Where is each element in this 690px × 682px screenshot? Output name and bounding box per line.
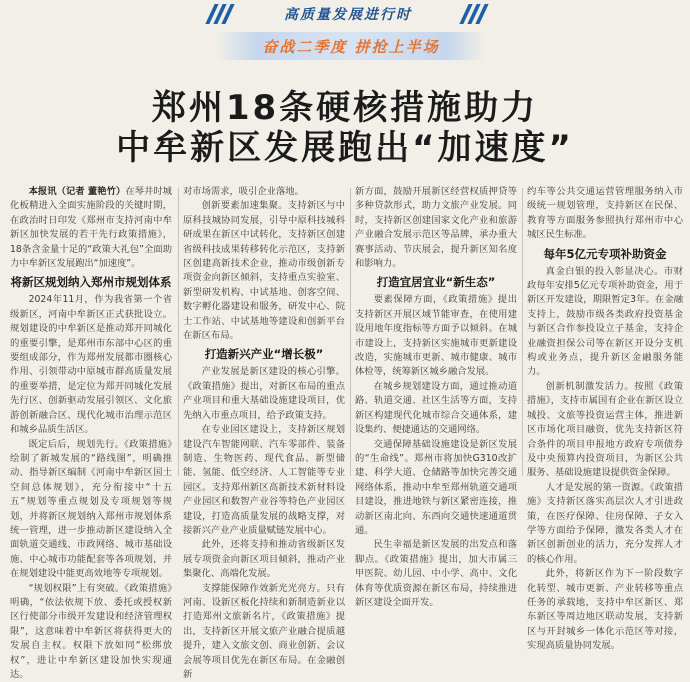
paragraph: 在城乡规划建设方面，通过推动道路、轨道交通、社区生活等方面，支持新区构建现代化城市综合交通体系，建设集约、便捷通达的交通网络。 — [355, 380, 517, 436]
paragraph: 产业发展是新区建设的核心引擎。《政策措施》提出，对新区布局的重点产业项目和重大基础设施建设项目，优先纳入市重点项目，给予政策支持。 — [183, 366, 345, 421]
article-column-2 — [183, 185, 345, 680]
paragraph: 2024年11月，作为我省第一个省级新区，河南中牟新区正式获批设立。规划建设的中牟新区是推动郑开同城化的重要引擎，是郑州市东部中心区的重要组成部分，作为郑州发展都市圈核心作用、引领带动中原城市群高质量发展的重要举措，是定位为郑开同城化发展先行区、创新驱动发展引领区、文化旅游创新融合区、现代化城市治理示范区和城乡品质生活区。 — [10, 294, 172, 436]
section-heading-livability: 打造宜居宜业“新生态” — [376, 275, 496, 290]
paragraph: 创新要素加速集聚。支持新区与中原科技城协同发展，引导中原科技城科研成果在新区中试转化，支持新区创建省级科技成果转移转化示范区，支持新区创建高新技术企业，推动市级创新专项资金向新区倾斜，支持重点实验室、新型研发机构、中试基地、创客空间、数字孵化器建设和服务，研发中心、院士工作站、中试基地等建设和创新平台在新区布局。 — [183, 200, 345, 342]
paragraph: 约车等公共交通运营管理服务纳入市级统一规划管理，支持新区在民保、教育等方面服务参照执行郑州市中心城区民生标准。 — [527, 186, 683, 241]
banner-left-slashes — [204, 2, 234, 28]
article-column-3 — [355, 185, 517, 608]
paragraph: 真金白银的投入彰显决心。市财政每年安排5亿元专项补助资金，用于新区开发建设，期限暂定3年。在金融支持上，鼓励市级各类政府投资基金与新区合作参投设立子基金，支持企业融资担保公司等在新区开设分支机构或业务点，提升新区金融服务能力。 — [527, 265, 683, 378]
paragraph: 新方面，鼓励开展新区经营权质押贷等多种贷款形式，助力文旅产业发展。同时，支持新区创建国家文化产业和旅游产业融合发展示范区等品牌，承办重大赛事活动、节庆展会，提升新区知名度和影响力。 — [355, 186, 517, 270]
headline-line-1: 郑州18条硬核措施助力 — [151, 88, 539, 128]
section-heading-planning: 将新区规划纳入郑州市规划体系 — [10, 275, 172, 290]
section-heading-industry: 打造新兴产业“增长极” — [204, 347, 324, 362]
series-subtitle-band — [216, 32, 486, 60]
paragraph: 既定后后，规划先行。《政策措施》绘制了新城发展的“路线图”，明确推动、指导新区编制《河南中牟新区国土空间总体规划》，充分衔接中“十五五”规划等重点规划及专项规划等规划，并将新区规划纳入郑州市规划体系统一管理，进一步推动新区建设纳入全面轨道交通线、市政网络、城市基础设施、中心城市功能配套等各项规划，并在规划建设中能更高效地等专项规划。 — [10, 438, 172, 580]
paragraph: 民生幸福是新区发展的出发点和落脚点。《政策措施》提出，加大市属三甲医院、幼儿园、中小学、高中、文化体育等优质资源在新区布局，持续推进新区建设全面开发。 — [355, 539, 517, 608]
headline-line-2: 中牟新区发展跑出“加速度” — [116, 128, 574, 168]
paragraph: 创新机制激发活力。按照《政策措施》，支持市属国有企业在新区设立城投、文旅等投资运营主体，推进新区市场化项目融资，优先支持新区符合条件的项目申报地方政府专项债券及中央预算内投资项目，为新区公共服务、基础设施建设提供资金保障。 — [527, 380, 683, 479]
byline: 本报讯（记者 董艳竹） — [28, 186, 126, 197]
headline — [0, 88, 690, 168]
article-column-4 — [527, 185, 683, 652]
paragraph: 在专业园区建设上，支持新区规划建设汽车智能网联、汽车零部件、装备制造、生物医药、现代食品、新型储能、氢能、低空经济、人工智能等专业园区。支持郑州新区高新技术新材料设产业园区和数智产业谷等特色产业园区建设，打造高质量发展的战略支撑，对接新兴产业产业质量赋链发展中心。 — [183, 424, 345, 536]
paragraph: 此外，将新区作为下一阶段数字化转型、城市更新、产业转移等重点任务的承载地，支持中牟区新区、郑东新区等周边地区联动发展，支持新区与开封城乡一体化示范区等对接，实现高质量协同发展。 — [527, 568, 683, 652]
series-title: 高质量发展进行时 — [284, 7, 412, 23]
series-banner — [204, 2, 494, 64]
column-divider — [350, 188, 351, 476]
paragraph: 交通保障基础设施建设是新区发展的“生命线”。郑州市将加快G310改扩建、科学大道、仓储路等加快完善交通网络体系，推动中牟至郑州轨道交通项目建设，推进地铁与新区紧密连接，推动新区南北向、东西向交通快速通道贯通。 — [355, 438, 517, 536]
lead-paragraph: 本报讯（记者 董艳竹）在琴井时城化板精进入全面实施阶段的关键时期，在政治时日印发《郑州市支持河南中牟新区加快发展的若干先行政策措施》，18条含金量十足的“政策大礼包”全面助力中牟新区发展跑出“加速度”。 — [10, 186, 172, 270]
column-divider — [178, 188, 179, 476]
series-subtitle: 奋战二季度 拼抢上半场 — [262, 38, 440, 56]
article-column-1 — [10, 185, 172, 680]
paragraph: 要素保障方面，《政策措施》提出支持新区开展区域节能审查，在使用建设用地年度指标等方面予以倾斜。在城市建设上，支持新区实施城市更新建设改造，实施城市更新、城市健康、城市体检等，统筹新区城乡融合发展。 — [355, 294, 517, 378]
banner-right-slashes — [460, 2, 490, 28]
paragraph: 支撑能保障作效新光光亮方。只有河南、设新区板化持续和新制造新业以打造郑州文旅新名片，《政策措施》提出，支持新区开展文旅产业融合提质越提升，建入文旅文创、商业创新、会议会展等项目优先在新区布局。在金融创新 — [183, 582, 345, 680]
paragraph: 人才是发展的第一资源。《政策措施》支持新区落实高层次人才引进政策，在医疗保障、住房保障、子女入学等方面给予保障，激发各类人才在新区创新创业的活力，充分发挥人才的核心作用。 — [527, 481, 683, 565]
paragraph: “规划权限”上有突破。《政策措施》明确，“依法依规下放、委托或授权新区行使部分市级开发建设和经济管理权限”，这意味着中牟新区将获得更大的发展自主权。权限下放如同“松绑放权”，进让中牟新区建设加快实现通达。 — [10, 582, 172, 680]
section-heading-funding: 每年5亿元专项补助资金 — [543, 246, 667, 261]
paragraph: 此外，还将支持和推动省级新区发展专项资金向新区项目倾斜，推动产业集聚化、高端化发展。 — [183, 539, 345, 580]
column-divider — [522, 188, 523, 476]
paragraph: 对市场需求，吸引企业落地。 — [183, 186, 304, 197]
